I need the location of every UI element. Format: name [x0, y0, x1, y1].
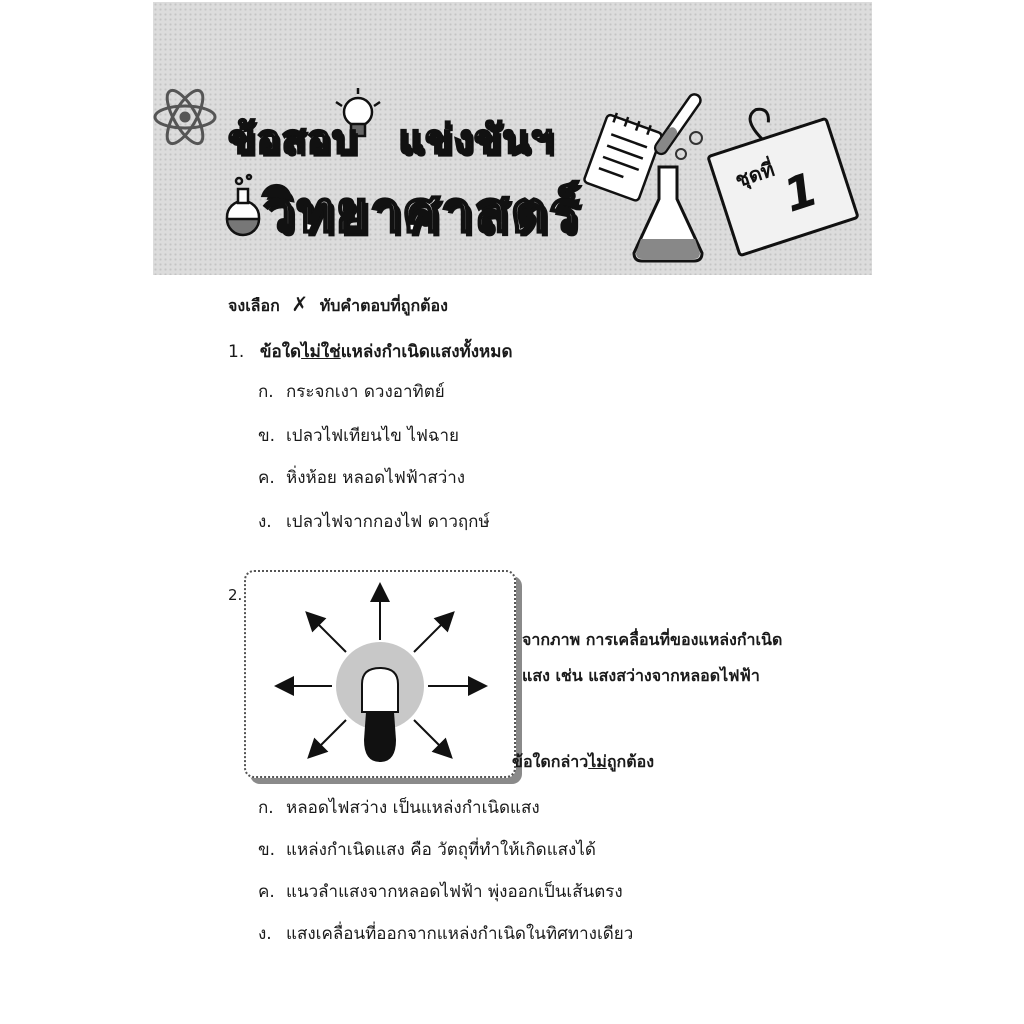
choice-label: ก. — [258, 382, 274, 402]
choice-text: กระจกเงา ดวงอาทิตย์ — [286, 382, 445, 402]
title-part2: แข่งขันฯ — [398, 117, 555, 163]
question-2-number: 2. — [228, 586, 243, 604]
q1-choice-a[interactable] — [258, 378, 445, 405]
choice-label: ค. — [258, 882, 275, 902]
header-banner — [153, 2, 872, 275]
choice-label: ก. — [258, 798, 274, 818]
instruction-suffix: ทับคำตอบที่ถูกต้อง — [319, 296, 448, 315]
question-text-after: แหล่งกำเนิดแสงทั้งหมด — [340, 342, 513, 362]
banner-title-line1 — [228, 107, 554, 171]
choice-label: ข. — [258, 840, 276, 860]
q1-choice-c[interactable] — [258, 464, 465, 491]
choice-label: ง. — [258, 512, 272, 532]
title-part1: ข้อสอบ — [228, 117, 359, 163]
q2-choice-d[interactable] — [258, 920, 633, 947]
q2-prompt — [512, 750, 654, 775]
question-text-underlined: ไม่ใช่ — [301, 342, 341, 362]
test-tube-icon — [653, 92, 703, 156]
question-2-figure — [244, 570, 516, 778]
choice-text: เปลวไฟจากกองไฟ ดาวฤกษ์ — [286, 512, 490, 532]
atom-icon — [155, 86, 215, 149]
choice-text: แหล่งกำเนิดแสง คือ วัตถุที่ทำให้เกิดแสงได้ — [286, 840, 596, 860]
choice-text: หลอดไฟสว่าง เป็นแหล่งกำเนิดแสง — [286, 798, 540, 818]
choice-text: หิ่งห้อย หลอดไฟฟ้าสว่าง — [286, 468, 466, 488]
prompt-underlined: ไม่ — [588, 752, 607, 771]
q2-description-line2: แสง เช่น แสงสว่างจากหลอดไฟฟ้า — [522, 666, 760, 685]
prompt-before: ข้อใดกล่าว — [512, 752, 589, 771]
question-1 — [228, 338, 513, 365]
instruction-prefix: จงเลือก — [228, 296, 280, 315]
q2-description-line1: จากภาพ การเคลื่อนที่ของแหล่งกำเนิด — [522, 630, 783, 649]
lightbulb-rays-icon — [246, 572, 514, 776]
x-mark-icon: ✗ — [291, 292, 309, 316]
choice-label: ค. — [258, 468, 275, 488]
choice-text: แสงเคลื่อนที่ออกจากแหล่งกำเนิดในทิศทางเดียว — [286, 924, 634, 944]
choice-label: ข. — [258, 426, 276, 446]
q2-choice-a[interactable] — [258, 794, 540, 821]
choice-text: แนวลำแสงจากหลอดไฟฟ้า พุ่งออกเป็นเส้นตรง — [286, 882, 623, 902]
flask-icon — [227, 175, 259, 235]
prompt-after: ถูกต้อง — [606, 752, 654, 771]
set-number: 1 — [777, 161, 825, 223]
question-number: 1. — [228, 342, 245, 362]
q2-choice-c[interactable] — [258, 878, 623, 905]
instruction — [228, 292, 448, 319]
q1-choice-b[interactable] — [258, 422, 459, 449]
question-text-before: ข้อใด — [259, 342, 302, 362]
choice-text: เปลวไฟเทียนไข ไฟฉาย — [286, 426, 459, 446]
set-label: ชุดที่ — [732, 156, 778, 193]
q2-choice-b[interactable] — [258, 836, 596, 863]
banner-title-line2: วิทยาศาสตร์ — [263, 180, 582, 245]
q1-choice-d[interactable] — [258, 508, 490, 535]
choice-label: ง. — [258, 924, 272, 944]
notepad-icon — [583, 110, 663, 201]
